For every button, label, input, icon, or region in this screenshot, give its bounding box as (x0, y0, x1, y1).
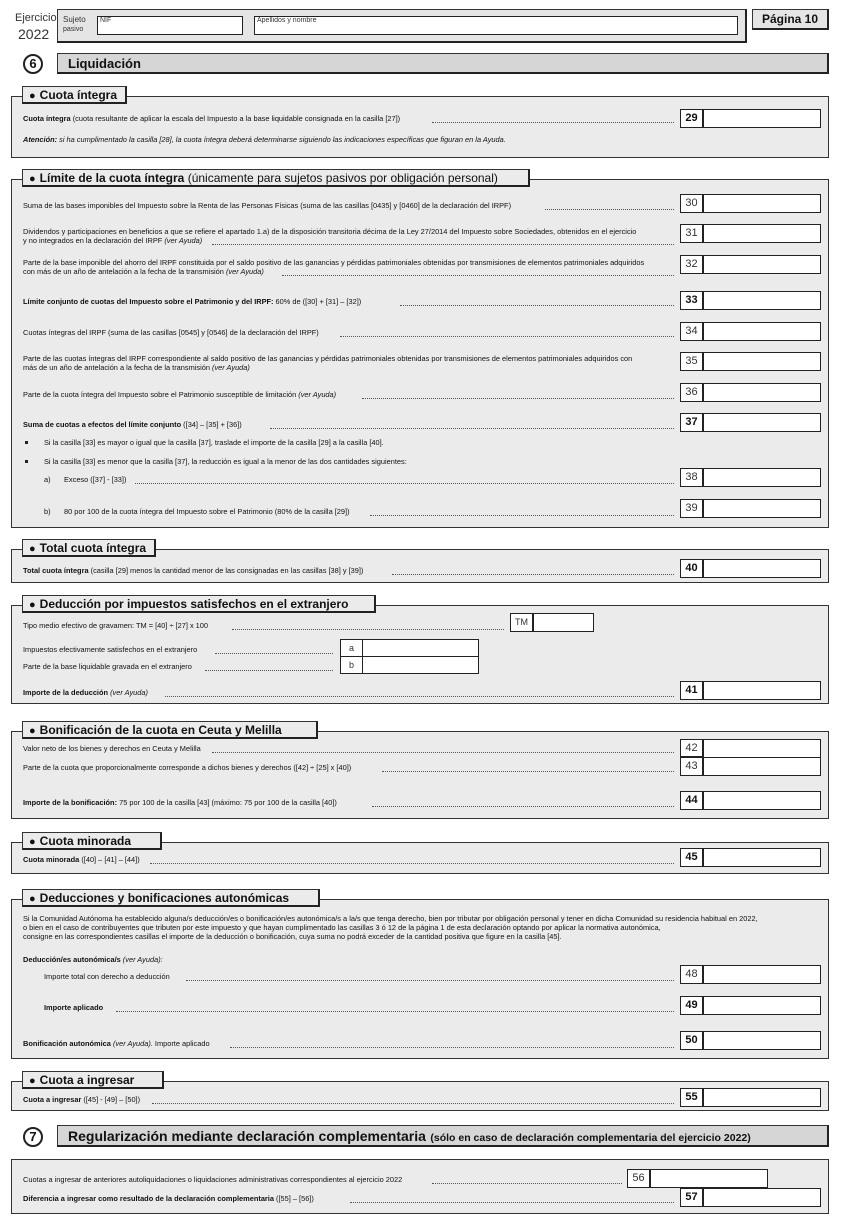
ingresar-text: Cuota a ingresar ([45] - [49] – [50]) (23, 1095, 141, 1104)
box-34-input[interactable] (703, 322, 821, 341)
leader (135, 483, 674, 484)
leader (152, 1103, 674, 1104)
row-36-text: Parte de la cuota íntegra del Impuesto sobre el Patrimonio susceptible de limitación (ver Ayuda) (23, 390, 337, 399)
apellidos-field[interactable] (254, 16, 738, 35)
bullet-2-text: Si la casilla [33] es menor que la casilla [37], la reducción es igual a la menor de las dos cantidades siguientes: (44, 457, 407, 466)
box-33-input[interactable] (703, 291, 821, 310)
box-44-input[interactable] (703, 791, 821, 810)
leader (215, 653, 333, 654)
leader (382, 771, 674, 772)
cuota-integra-text: Cuota íntegra (cuota resultante de aplicar la escala del Impuesto a la base liquidable consignada en la casilla [27]) (23, 114, 401, 123)
ingresar-heading: ● Cuota a ingresar (22, 1071, 164, 1089)
box-40-label: 40 (680, 559, 703, 578)
section-7-title: Regularización mediante declaración complementaria (sólo en caso de declaración complementaria del ejercicio 2022) (57, 1125, 829, 1147)
box-38-input[interactable] (703, 468, 821, 487)
leader (545, 209, 674, 210)
leader (282, 275, 674, 276)
impuestos-text: Impuestos efectivamente satisfechos en el extranjero (23, 645, 198, 654)
row-32-text-b: con más de un año de antelación a la fecha de la transmisión (ver Ayuda) (23, 267, 264, 276)
box-57-label: 57 (680, 1188, 703, 1207)
leader (186, 980, 674, 981)
row-50-text: Bonificación autonómica (ver Ayuda). Importe aplicado (23, 1039, 210, 1048)
row-b-text: 80 por 100 de la cuota íntegra del Impuesto sobre el Patrimonio (80% de la casilla [29]) (64, 507, 350, 516)
bullet (25, 460, 28, 463)
pasivo-label: pasivo (63, 26, 84, 33)
row-b-letter: b) (44, 507, 51, 516)
deduccion-heading: ● Deducción por impuestos satisfechos en el extranjero (22, 595, 376, 613)
box-b-input[interactable] (362, 656, 479, 674)
box-48-label: 48 (680, 965, 703, 984)
box-31-label: 31 (680, 224, 703, 243)
box-30-input[interactable] (703, 194, 821, 213)
total-text: Total cuota íntegra (casilla [29] menos la cantidad menor de las consignadas en las casillas [38] y [39]) (23, 566, 364, 575)
leader (350, 1202, 674, 1203)
box-b-label: b (340, 656, 363, 674)
leader (232, 629, 504, 630)
row-49-text: Importe aplicado (44, 1003, 104, 1012)
autonomicas-heading: ● Deducciones y bonificaciones autonómicas (22, 889, 320, 907)
minorada-heading: ● Cuota minorada (22, 832, 162, 850)
box-37-input[interactable] (703, 413, 821, 432)
row-57-text: Diferencia a ingresar como resultado de la declaración complementaria ([55] – [56]) (23, 1194, 314, 1203)
box-31-input[interactable] (703, 224, 821, 243)
row-48-text: Importe total con derecho a deducción (44, 972, 170, 981)
box-49-input[interactable] (703, 996, 821, 1015)
cuota-integra-heading: ● Cuota íntegra (22, 86, 127, 104)
box-50-input[interactable] (703, 1031, 821, 1050)
apellidos-label: Apellidos y nombre (257, 17, 317, 24)
leader (372, 806, 674, 807)
row-a-text: Exceso ([37] - [33]) (64, 475, 127, 484)
autonomicas-p1: Si la Comunidad Autónoma ha establecido alguna/s deducción/es o bonificación/es autonómica/s a la/s que tenga derecho, bien por tributar por obligación personal y tener en dicha Comunidad su residencia habitual en 2022, (23, 914, 758, 923)
box-48-input[interactable] (703, 965, 821, 984)
row-33-text: Límite conjunto de cuotas del Impuesto sobre el Patrimonio y del IRPF: 60% de ([30] + [31] – [32]) (23, 297, 362, 306)
autonomicas-p2: o bien en el caso de contribuyentes que tributen por este impuesto y que hayan cumplimentado las casillas 3 ó 12 de la página 1 de esta declaración optando por aplicar la normativa autonómica, (23, 923, 661, 932)
box-41-input[interactable] (703, 681, 821, 700)
bullet-1-text: Si la casilla [33] es mayor o igual que la casilla [37], traslade el importe de la casilla [29] a la casilla [40]. (44, 438, 384, 447)
box-30-label: 30 (680, 194, 703, 213)
box-43-label: 43 (680, 757, 703, 776)
box-33-label: 33 (680, 291, 703, 310)
box-41-label: 41 (680, 681, 703, 700)
box-a-input[interactable] (362, 639, 479, 657)
row-37-text: Suma de cuotas a efectos del límite conjunto ([34] – [35] + [36]) (23, 420, 242, 429)
box-39-label: 39 (680, 499, 703, 518)
leader (270, 428, 674, 429)
box-39-input[interactable] (703, 499, 821, 518)
box-55-input[interactable] (703, 1088, 821, 1107)
tm-input[interactable] (533, 613, 594, 632)
importe-deduccion-text: Importe de la deducción (ver Ayuda) (23, 688, 148, 697)
base-text: Parte de la base liquidable gravada en el extranjero (23, 662, 192, 671)
autonomicas-p3: consigne en las correspondientes casillas el importe de la deducción o bonificación, cuya suma no podrá exceder de la cantidad positiva que figure en la casilla [45]. (23, 932, 562, 941)
box-36-label: 36 (680, 383, 703, 402)
minorada-text: Cuota minorada ([40] – [41] – [44]) (23, 855, 140, 864)
row-31-text-a: Dividendos y participaciones en beneficios a que se refiere el apartado 1.a) de la disposición transitoria décima de la Ley 27/2014 del Impuesto sobre Sociedades, obtenidos en el ejercicio (23, 227, 637, 236)
page-number: Página 10 (752, 9, 829, 30)
leader (362, 398, 674, 399)
box-32-label: 32 (680, 255, 703, 274)
row-35-text-a: Parte de las cuotas íntegras del IRPF correspondiente al saldo positivo de las ganancias y pérdidas patrimoniales obtenidas por transmisiones de elementos patrimoniales adquiridos con (23, 354, 633, 363)
box-55-label: 55 (680, 1088, 703, 1107)
leader (165, 696, 674, 697)
leader (205, 670, 333, 671)
box-56-input[interactable] (650, 1169, 768, 1188)
row-44-text: Importe de la bonificación: 75 por 100 de la casilla [43] (máximo: 75 por 100 de la casilla [40]) (23, 798, 337, 807)
nif-label: NIF (100, 17, 112, 24)
total-heading: ● Total cuota íntegra (22, 539, 156, 557)
row-35-text-b: más de un año de antelación a la fecha de la transmisión (ver Ayuda) (23, 363, 250, 372)
row-42-text: Valor neto de los bienes y derechos en Ceuta y Melilla (23, 744, 201, 753)
row-56-text: Cuotas a ingresar de anteriores autoliquidaciones o liquidaciones administrativas correspondientes al ejercicio 2022 (23, 1175, 403, 1184)
row-31-text-b: y no integrados en la declaración del IRPF (ver Ayuda) (23, 236, 203, 245)
leader (370, 515, 674, 516)
nif-field[interactable] (97, 16, 243, 35)
box-37-label: 37 (680, 413, 703, 432)
leader (150, 863, 674, 864)
box-57-input[interactable] (703, 1188, 821, 1207)
box-35-input[interactable] (703, 352, 821, 371)
bullet (25, 441, 28, 444)
box-35-label: 35 (680, 352, 703, 371)
row-a-letter: a) (44, 475, 51, 484)
leader (116, 1011, 674, 1012)
atencion-text: Atención: si ha cumplimentado la casilla [28], la cuota íntegra deberá determinarse siguiendo las indicaciones específicas que figuran en la Ayuda. (23, 135, 506, 144)
leader (400, 305, 674, 306)
box-45-label: 45 (680, 848, 703, 867)
box-50-label: 50 (680, 1031, 703, 1050)
box-29-label: 29 (680, 109, 703, 128)
row-34-text: Cuotas íntegras del IRPF (suma de las casillas [0545] y [0546] de la declaración del IRPF) (23, 328, 319, 337)
row-32-text-a: Parte de la base imponible del ahorro del IRPF constituida por el saldo positivo de las ganancias y pérdidas patrimoniales obtenidas por transmisiones de elementos patrimoniales adquiridos (23, 258, 645, 267)
ejercicio-year: 2022 (18, 26, 50, 42)
box-42-label: 42 (680, 739, 703, 757)
box-36-input[interactable] (703, 383, 821, 402)
box-32-input[interactable] (703, 255, 821, 274)
leader (432, 1183, 622, 1184)
box-45-input[interactable] (703, 848, 821, 867)
leader (392, 574, 674, 575)
leader (212, 752, 674, 753)
tm-label: TM (510, 613, 533, 632)
limite-heading: ● Límite de la cuota íntegra (únicamente para sujetos pasivos por obligación personal) (22, 169, 530, 187)
leader (340, 336, 674, 337)
ejercicio-label: Ejercicio (15, 12, 57, 24)
sujeto-label: Sujeto (63, 15, 86, 24)
box-44-label: 44 (680, 791, 703, 810)
section-7-number: 7 (23, 1127, 43, 1147)
row-30-text: Suma de las bases imponibles del Impuesto sobre la Renta de las Personas Físicas (suma de las casillas [0435] y [0460] de la declaración del IRPF) (23, 201, 512, 210)
row-43-text: Parte de la cuota que proporcionalmente corresponde a dichos bienes y derechos ([42] ÷ [25] x [40]) (23, 763, 352, 772)
bonificacion-heading: ● Bonificación de la cuota en Ceuta y Melilla (22, 721, 318, 739)
box-56-label: 56 (627, 1169, 650, 1188)
section-6-number: 6 (23, 54, 43, 74)
box-40-input[interactable] (703, 559, 821, 578)
section-6-title: Liquidación (57, 53, 829, 74)
leader (230, 1047, 674, 1048)
box-38-label: 38 (680, 468, 703, 487)
box-49-label: 49 (680, 996, 703, 1015)
box-a-label: a (340, 639, 363, 657)
leader (212, 244, 674, 245)
box-34-label: 34 (680, 322, 703, 341)
deduccion-autonomica-text: Deducción/es autonómica/s (ver Ayuda): (23, 955, 163, 964)
box-42-43-divider (703, 757, 821, 758)
tm-text: Tipo medio efectivo de gravamen: TM = [40] ÷ [27] x 100 (23, 621, 209, 630)
leader (432, 122, 674, 123)
box-29-input[interactable] (703, 109, 821, 128)
